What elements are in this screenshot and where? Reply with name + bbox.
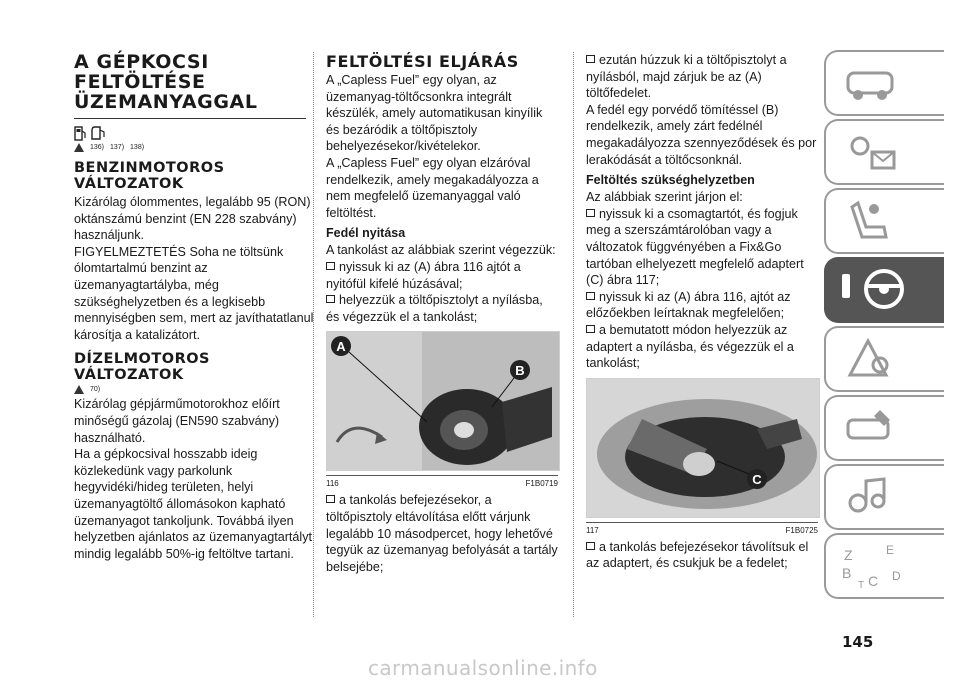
chapter-tab-driving[interactable]	[824, 257, 944, 323]
index-letter: C	[868, 573, 879, 589]
bullet-item: nyissuk ki a csomagtartót, és fogjuk meg a szerszámtárolóban vagy a változatok függvényében a Fix&Go tartóban elhelyezett megfelelő adaptert (C) ábra 117;	[586, 206, 818, 289]
column-3	[586, 52, 818, 572]
chapter-tab-index[interactable]	[824, 533, 944, 599]
warning-triangle-icon	[74, 385, 84, 394]
paragraph: Ha a gépkocsival hosszabb ideig közlekedünk vagy parkolunk hegyvidéki/hideg területen, helyi üzemanyagtöltő állomásokon kapható üzemanyagot tankoljunk. Továbbá ilyen helyzetben ajánlatos az üzemanyagtartályt mindig legalább 50%-ig feltöltve tartani.	[74, 447, 313, 561]
paragraph: Kizárólag gépjárműmotorokhoz előírt minőségű gázolaj (EN590 szabvány) használható.	[74, 397, 280, 445]
chapter-tab-multimedia[interactable]	[824, 464, 944, 530]
figure-117	[586, 378, 818, 535]
chapter-tab-maintenance[interactable]	[824, 395, 944, 461]
fuel-nozzle-icon	[90, 125, 106, 141]
ref: 138)	[130, 144, 145, 151]
column-2	[326, 52, 558, 575]
bullet-item: a tankolás befejezésekor, a töltőpisztoly eltávolítása előtt várjunk legalább 10 másodpercet, hogy lehetővé tegyük az üzemanyag befolyását a tartály belsejébe;	[326, 493, 558, 574]
figure-code: F1B0719	[525, 479, 558, 489]
index-letter: E	[886, 543, 895, 557]
emergency-icon	[840, 335, 900, 381]
warning-triangle-icon	[74, 143, 84, 152]
adapter-illustration	[587, 379, 819, 517]
column-divider	[573, 52, 574, 617]
paragraph: FIGYELMEZTETÉS Soha ne töltsünk ólomtartalmú benzint az üzemanyagtartályba, még szükséghelyzetben és a legkisebb mennyiségben sem, mert az javíthatatlanul károsítja a katalizátort.	[74, 244, 314, 342]
index-letter: B	[842, 565, 852, 581]
chapter-tab-dashboard[interactable]	[824, 50, 944, 116]
bullet-item: a tankolás befejezésekor távolítsuk el az adaptert, és csukjuk be a fedelet;	[586, 539, 818, 572]
paragraph: Az alábbiak szerint járjon el:	[586, 190, 743, 205]
column-divider	[313, 52, 314, 617]
paragraph: A tankolást az alábbiak szerint végezzük:	[326, 243, 556, 258]
bullet-item: nyissuk ki az (A) ábra 116, ajtót az előzőekben leírtaknak megfelelően;	[586, 289, 818, 322]
column-1	[74, 52, 319, 562]
heading-open-flap: Fedél nyitása	[326, 226, 406, 241]
section-title: A GÉPKOCSI FELTÖLTÉSE ÜZEMANYAGGAL	[74, 51, 258, 113]
bullet-item: ezután húzzuk ki a töltőpisztolyt a nyílásból, majd zárjuk be az (A) töltőfedelet.	[586, 52, 818, 102]
maintenance-icon	[840, 404, 900, 450]
page-number: 145	[842, 633, 874, 651]
heading-emergency-refuel: Feltöltés szükséghelyzetben	[586, 173, 755, 188]
warning-references	[74, 143, 319, 152]
section-title-block	[74, 52, 306, 119]
figure-caption	[326, 475, 558, 488]
ref: 137)	[110, 144, 125, 151]
paragraph: A „Capless Fuel” egy olyan, az üzemanyag-töltőcsonkra integrált készülék, amely automatikusan kinyílik és bezáródik a töltőpisztoly behelyezésekor/kivételekor.	[326, 73, 543, 154]
figure-code: F1B0725	[785, 525, 818, 535]
steering-wheel-icon	[840, 266, 920, 312]
warning-lights-icon	[840, 128, 900, 174]
multimedia-icon	[840, 473, 900, 519]
chapter-tab-emergency[interactable]	[824, 326, 944, 392]
ref: 136)	[90, 144, 105, 151]
figure-label: B	[515, 363, 525, 379]
bullet-item: a bemutatott módon helyezzük az adaptert a nyílásba, és végezzük el a tankolást;	[586, 322, 818, 372]
warning-references	[74, 385, 319, 394]
car-dashboard-icon	[840, 59, 900, 105]
index-letter: Z	[844, 547, 853, 563]
fuel-pump-icon	[74, 125, 88, 141]
figure-number: 116	[326, 479, 339, 489]
bullet-item: helyezzük a töltőpisztolyt a nyílásba, és végezzük el a tankolást;	[326, 292, 558, 325]
chapter-tab-safety[interactable]	[824, 188, 944, 254]
index-letter: D	[892, 569, 901, 583]
figure-image	[326, 331, 560, 471]
watermark: carmanualsonline.info	[368, 656, 598, 680]
chapter-tab-warning-lights[interactable]	[824, 119, 944, 185]
paragraph: A „Capless Fuel” egy olyan elzáróval rendelkezik, amely megakadályozza a nem megfelelő üzemanyaggal való feltöltést.	[326, 155, 539, 220]
heading-diesel: DÍZELMOTOROS VÁLTOZATOK	[74, 351, 210, 384]
figure-label: C	[752, 471, 762, 487]
chapter-sidebar	[824, 50, 942, 602]
fuel-flap-illustration	[327, 332, 559, 470]
seat-safety-icon	[840, 197, 900, 243]
heading-petrol: BENZINMOTOROS VÁLTOZATOK	[74, 160, 225, 192]
fuel-icons	[74, 125, 319, 141]
figure-caption	[586, 522, 818, 535]
ref: 70)	[90, 386, 101, 394]
index-icon	[840, 542, 920, 592]
bullet-item: nyissuk ki az (A) ábra 116 ajtót a nyitófül kifelé húzásával;	[326, 259, 558, 292]
procedure-title: FELTÖLTÉSI ELJÁRÁS	[326, 52, 519, 71]
figure-number: 117	[586, 525, 599, 535]
figure-116	[326, 331, 558, 488]
figure-label: A	[336, 339, 346, 355]
figure-image	[586, 378, 820, 518]
index-letter: T	[858, 580, 865, 591]
paragraph: A fedél egy porvédő tömítéssel (B) rendelkezik, amely zárt fedélnél megakadályozza szennyeződések és por lerakódását a töltőcsonknál.	[586, 102, 817, 167]
paragraph: Kizárólag ólommentes, legalább 95 (RON) oktánszámú benzint (EN 228 szabvány) használjunk.	[74, 195, 311, 243]
